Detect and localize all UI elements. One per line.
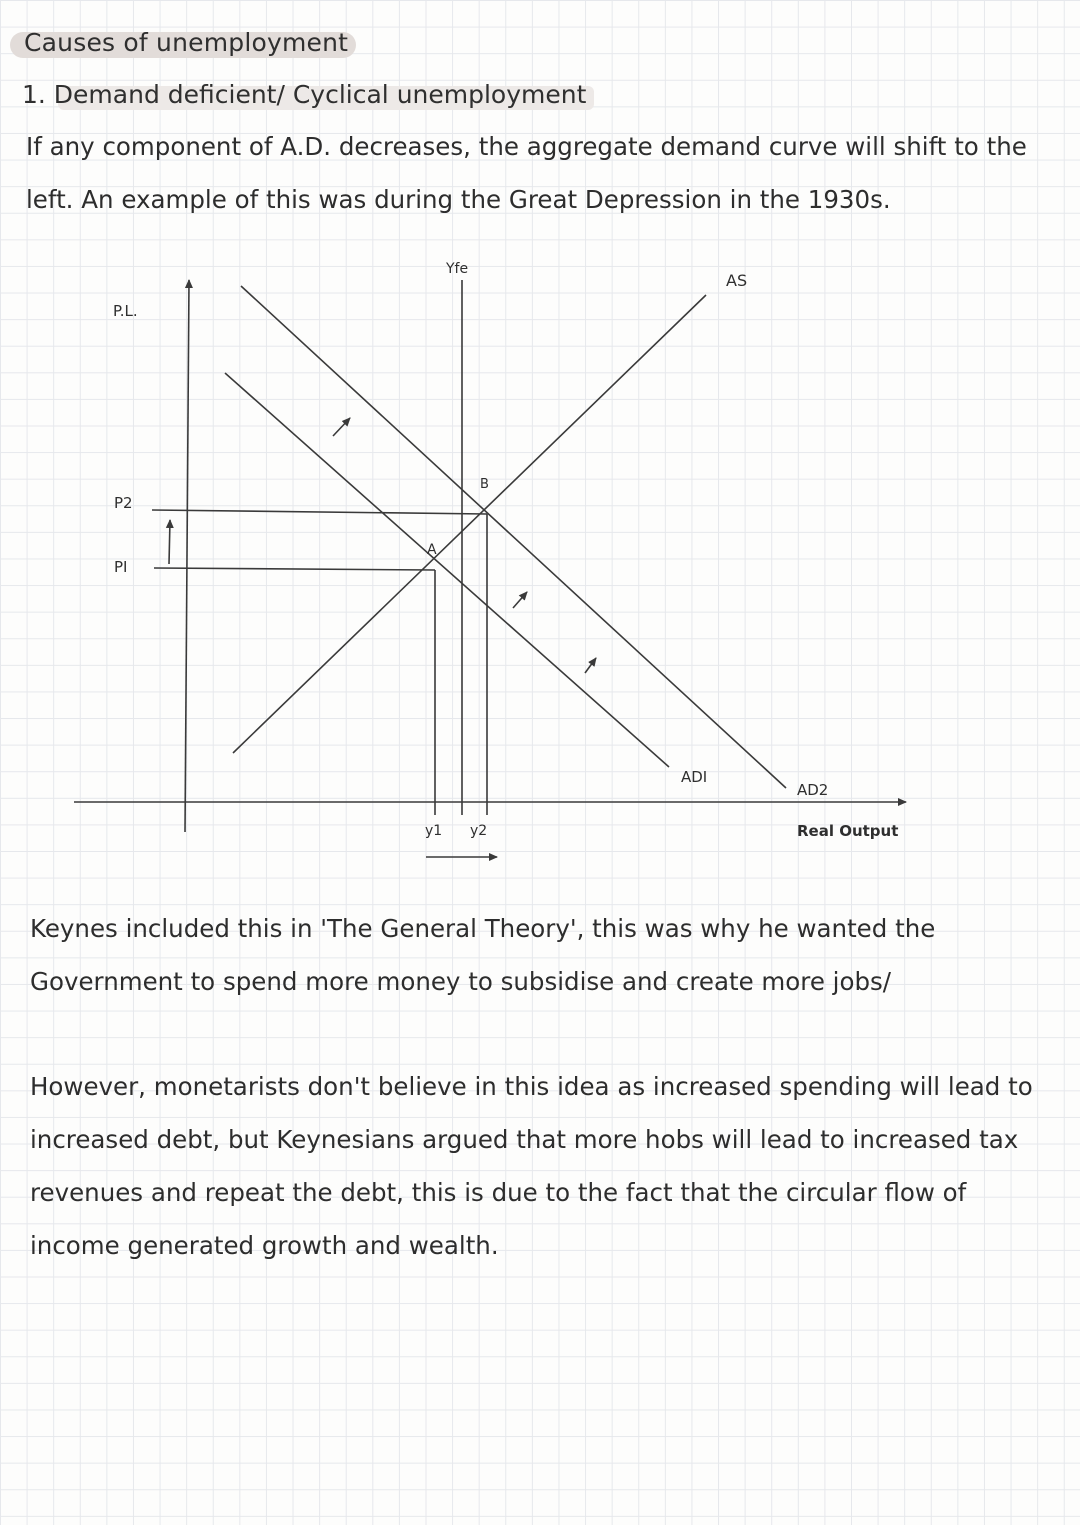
p1-guide xyxy=(154,568,435,570)
ad1-curve xyxy=(225,373,669,767)
shift-arrow-low xyxy=(585,658,596,673)
intro-paragraph xyxy=(26,120,1027,226)
keynes-line-2: Government to spend more money to subsidise and create more jobs/ xyxy=(30,967,892,996)
keynes-line-1: Keynes included this in 'The General Theory', this was why he wanted the xyxy=(30,914,936,943)
monetarists-line-4: income generated growth and wealth. xyxy=(30,1231,499,1260)
point-a-label: A xyxy=(427,542,437,558)
shift-arrow-up-left xyxy=(333,418,350,436)
monetarists-line-1: However, monetarists don't believe in this idea as increased spending will lead to xyxy=(30,1072,1033,1101)
y-axis xyxy=(185,280,189,832)
section-heading: 1. Demand deficient/ Cyclical unemployment xyxy=(22,80,587,109)
keynes-paragraph xyxy=(30,902,935,1008)
y2-label: y2 xyxy=(470,823,488,839)
price-rise-arrow xyxy=(169,520,170,564)
yfe-label: Yfe xyxy=(446,261,469,277)
y1-label: y1 xyxy=(425,823,443,839)
monetarists-line-2: increased debt, but Keynesians argued that more hobs will lead to increased tax xyxy=(30,1125,1019,1154)
intro-line-1: If any component of A.D. decreases, the aggregate demand curve will shift to the xyxy=(26,132,1027,161)
p2-label: P2 xyxy=(114,494,133,512)
shift-arrow-mid xyxy=(513,592,527,608)
as-curve xyxy=(233,295,706,753)
monetarists-line-3: revenues and repeat the debt, this is due to the fact that the circular flow of xyxy=(30,1178,967,1207)
x-axis-label: Real Output xyxy=(797,822,899,840)
point-b-label: B xyxy=(480,477,489,492)
as-label: AS xyxy=(726,271,748,290)
y-axis-label: P.L. xyxy=(113,302,138,320)
p1-label: PI xyxy=(114,558,128,576)
ad2-curve xyxy=(241,286,786,788)
intro-line-2: left. An example of this was during the Great Depression in the 1930s. xyxy=(26,185,891,214)
page-title: Causes of unemployment xyxy=(24,28,349,57)
p2-guide xyxy=(152,510,487,514)
ad2-label: AD2 xyxy=(797,781,829,799)
ad-as-diagram xyxy=(0,240,1080,880)
monetarists-paragraph xyxy=(30,1060,1033,1272)
ad1-label: ADI xyxy=(681,768,708,786)
